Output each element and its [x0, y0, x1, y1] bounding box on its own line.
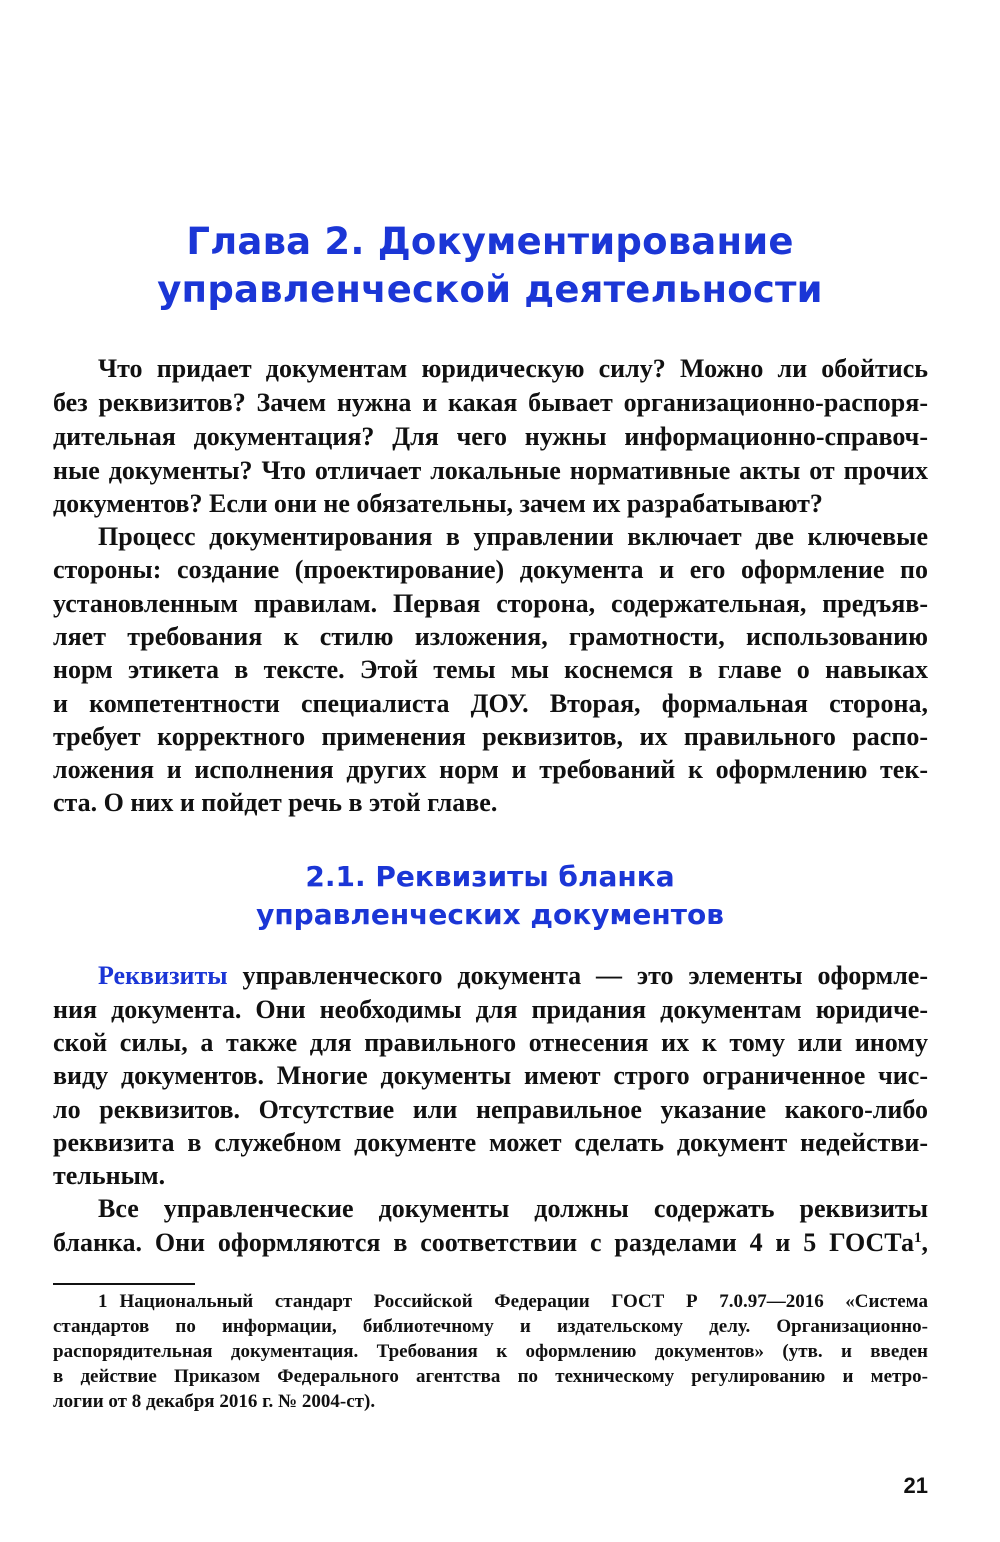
- paragraph-line: [53, 1227, 928, 1259]
- paragraph-line: ные документы? Что отличает локальные нормативные акты от прочих: [53, 456, 928, 485]
- chapter-title: [90, 218, 890, 314]
- footnote-line: в действие Приказом Федерального агентства по техническому регулированию и метро-: [53, 1366, 928, 1387]
- paragraph-text: бланка. Они оформляются в соответствии с разделами 4 и 5 ГОСТа: [53, 1228, 914, 1257]
- chapter-title-line: Глава 2. Документирование: [186, 220, 794, 263]
- section-title: [150, 858, 830, 934]
- chapter-title-line: управленческой деятельности: [157, 268, 823, 311]
- paragraph-line: и компетентности специалиста ДОУ. Вторая, формальная сторона,: [53, 689, 928, 718]
- footnote-divider: [53, 1283, 195, 1285]
- footnote-reference: 1: [914, 1230, 922, 1246]
- paragraph-line: норм этикета в тексте. Этой темы мы коснемся в главе о навыках: [53, 655, 928, 684]
- paragraph-line: Процесс документирования в управлении включает две ключевые: [98, 522, 928, 551]
- paragraph-line: установленным правилам. Первая сторона, содержательная, предъяв-: [53, 589, 928, 618]
- footnote-line: распорядительная документация. Требования к оформлению документов» (утв. и введен: [53, 1341, 928, 1362]
- footnote-line: логии от 8 декабря 2016 г. № 2004-ст).: [53, 1391, 376, 1412]
- paragraph-line: стороны: создание (проектирование) документа и его оформление по: [53, 555, 928, 584]
- paragraph-line: Что придает документам юридическую силу? Можно ли обойтись: [98, 354, 928, 383]
- paragraph-line: дительная документация? Для чего нужны информационно-справоч-: [53, 422, 928, 451]
- paragraph-line: тельным.: [53, 1161, 166, 1190]
- paragraph-line: виду документов. Многие документы имеют строго ограниченное чис-: [53, 1061, 928, 1090]
- footnote-line: стандартов по информации, библиотечному и издательскому делу. Организационно-: [53, 1316, 928, 1337]
- page-number: 21: [903, 1473, 928, 1498]
- paragraph-text: ,: [921, 1228, 928, 1257]
- paragraph-line: документов? Если они не обязательны, зачем их разрабатывают?: [53, 489, 823, 518]
- paragraph-text: управленческого документа — это элементы оформле-: [227, 961, 928, 990]
- footnote-text: Национальный стандарт Российской Федерации ГОСТ Р 7.0.97—2016 «Система: [119, 1291, 928, 1312]
- footnote-line: [98, 1289, 928, 1314]
- paragraph-line: без реквизитов? Зачем нужна и какая бывает организационно-распоря-: [53, 388, 928, 417]
- paragraph-line: ния документа. Они необходимы для придания документам юридиче-: [53, 995, 928, 1024]
- paragraph-line: реквизита в служебном документе может сделать документ недействи-: [53, 1128, 928, 1157]
- paragraph-line: Все управленческие документы должны содержать реквизиты: [98, 1194, 928, 1223]
- section-title-line: 2.1. Реквизиты бланка: [305, 860, 675, 893]
- paragraph-line: ской силы, а также для правильного отнесения их к тому или иному: [53, 1028, 928, 1057]
- section-title-line: управленческих документов: [256, 898, 724, 931]
- paragraph-line: ложения и исполнения других норм и требований к оформлению тек-: [53, 755, 928, 784]
- paragraph-line: ста. О них и пойдет речь в этой главе.: [53, 788, 498, 817]
- paragraph-line: [98, 960, 928, 992]
- paragraph-line: ло реквизитов. Отсутствие или неправильное указание какого-либо: [53, 1095, 928, 1124]
- paragraph-line: требует корректного применения реквизитов, их правильного распо-: [53, 722, 928, 751]
- paragraph-line: ляет требования к стилю изложения, грамотности, использованию: [53, 622, 928, 651]
- footnote-mark: 1: [98, 1291, 108, 1312]
- term-highlight: Реквизиты: [98, 961, 228, 990]
